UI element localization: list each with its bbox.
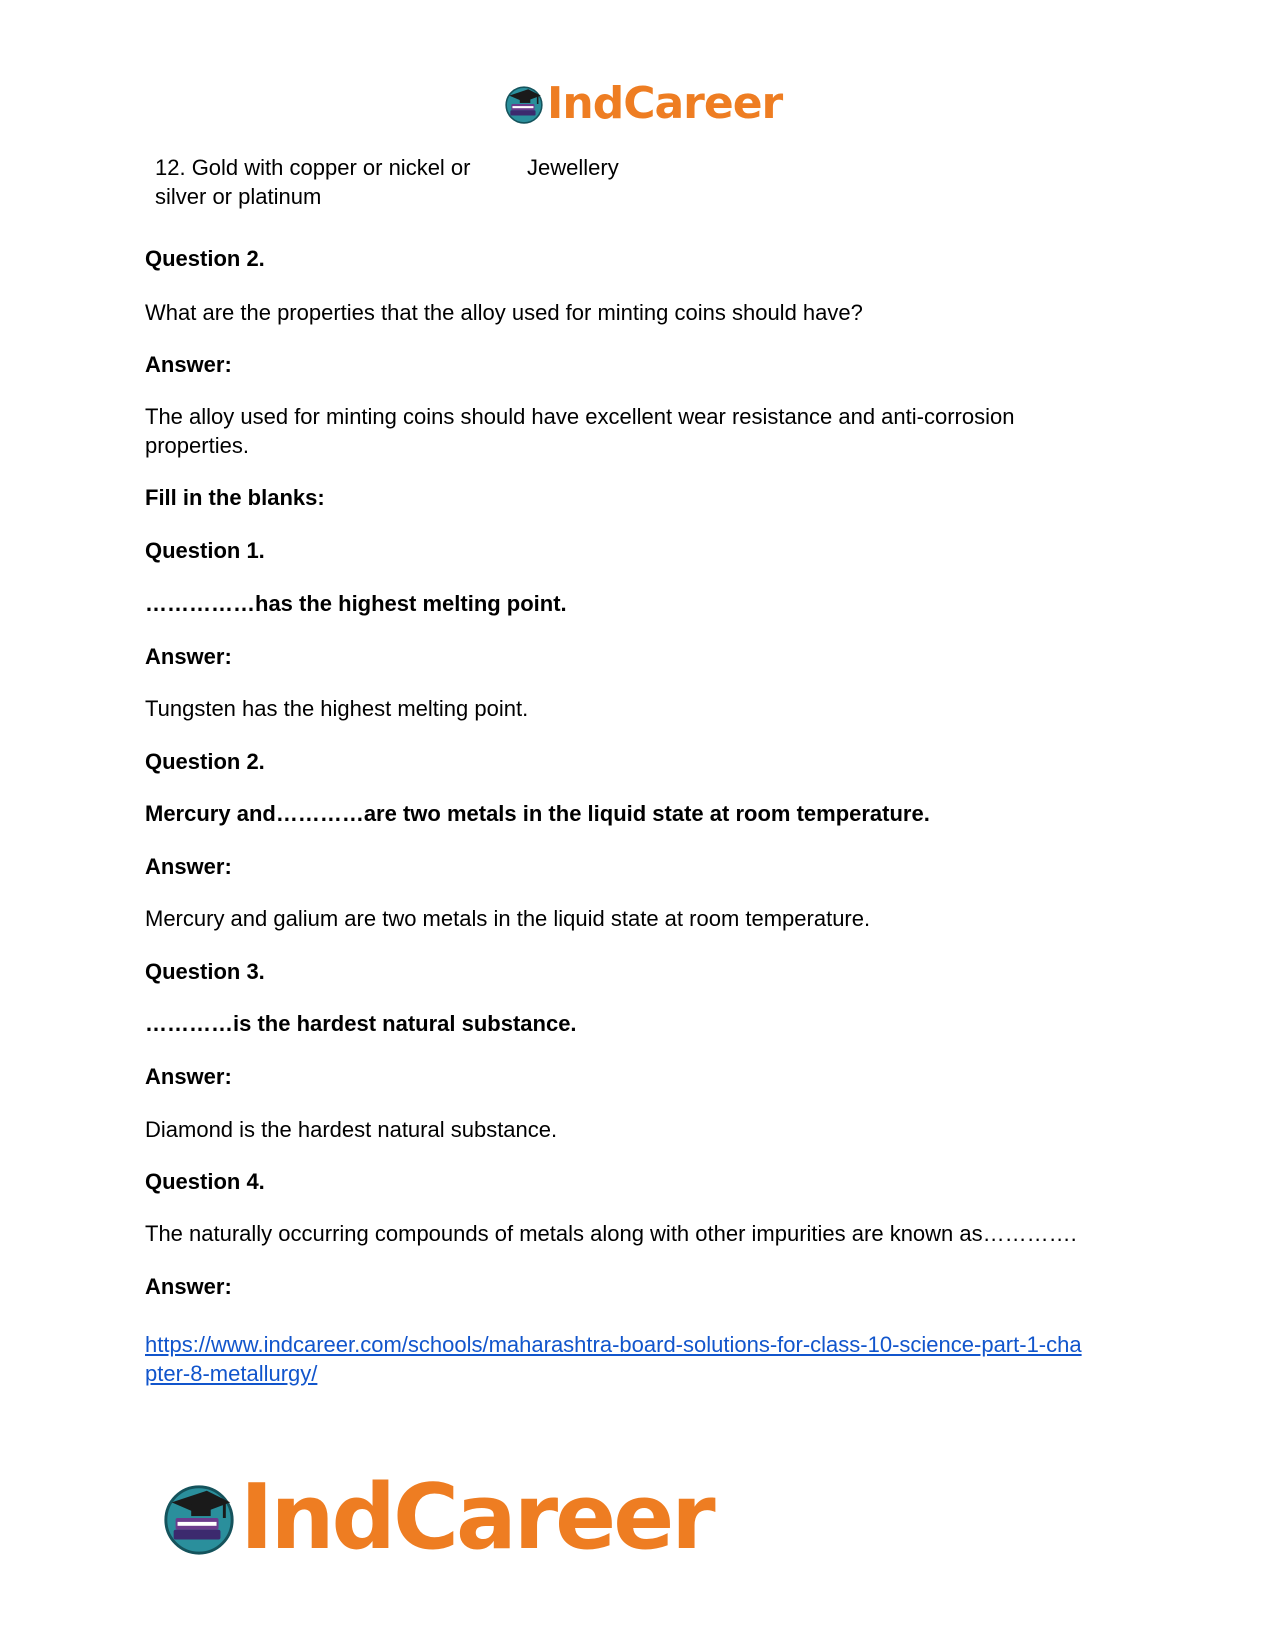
source-link[interactable]: https://www.indcareer.com/schools/maharashtra-board-solutions-for-class-10-science-part-1-cha [145, 1332, 1082, 1357]
answer-label: Answer: [145, 352, 232, 377]
table-cell-metal-cont: silver or platinum [155, 184, 322, 209]
question-text: The naturally occurring compounds of metals along with other impurities are known as…………. [145, 1221, 1077, 1246]
question-heading: Question 3. [145, 959, 265, 984]
question-heading: Question 4. [145, 1169, 265, 1194]
answer-text: Mercury and galium are two metals in the liquid state at room temperature. [145, 906, 871, 931]
answer-text: Tungsten has the highest melting point. [145, 696, 529, 721]
question-heading: Question 2. [145, 246, 265, 271]
table-cell-use: Jewellery [527, 155, 619, 180]
header-logo [503, 78, 782, 129]
question-heading: Question 2. [145, 749, 265, 774]
table-cell-metal: 12. Gold with copper or nickel or [155, 155, 471, 180]
question-text: ……………has the highest melting point. [145, 591, 567, 616]
logo-text: IndCareer [547, 78, 783, 129]
answer-label: Answer: [145, 644, 232, 669]
answer-text: Diamond is the hardest natural substance. [145, 1117, 558, 1142]
question-text: Mercury and…………are two metals in the liquid state at room temperature. [145, 801, 930, 826]
answer-text: The alloy used for minting coins should have excellent wear resistance and anti-corrosion [145, 404, 1015, 429]
answer-label: Answer: [145, 1274, 232, 1299]
logo-text: IndCareer [240, 1465, 713, 1570]
graduation-cap-book-globe-icon [160, 1479, 238, 1557]
source-link-cont[interactable]: pter-8-metallurgy/ [145, 1361, 318, 1386]
question-heading: Question 1. [145, 538, 265, 563]
answer-text-cont: properties. [145, 433, 249, 458]
footer-logo [160, 1465, 713, 1570]
answer-label: Answer: [145, 854, 232, 879]
question-text: …………is the hardest natural substance. [145, 1011, 577, 1036]
question-text: What are the properties that the alloy used for minting coins should have? [145, 300, 863, 325]
answer-label: Answer: [145, 1064, 232, 1089]
graduation-cap-book-globe-icon [503, 83, 545, 125]
section-heading: Fill in the blanks: [145, 485, 325, 510]
